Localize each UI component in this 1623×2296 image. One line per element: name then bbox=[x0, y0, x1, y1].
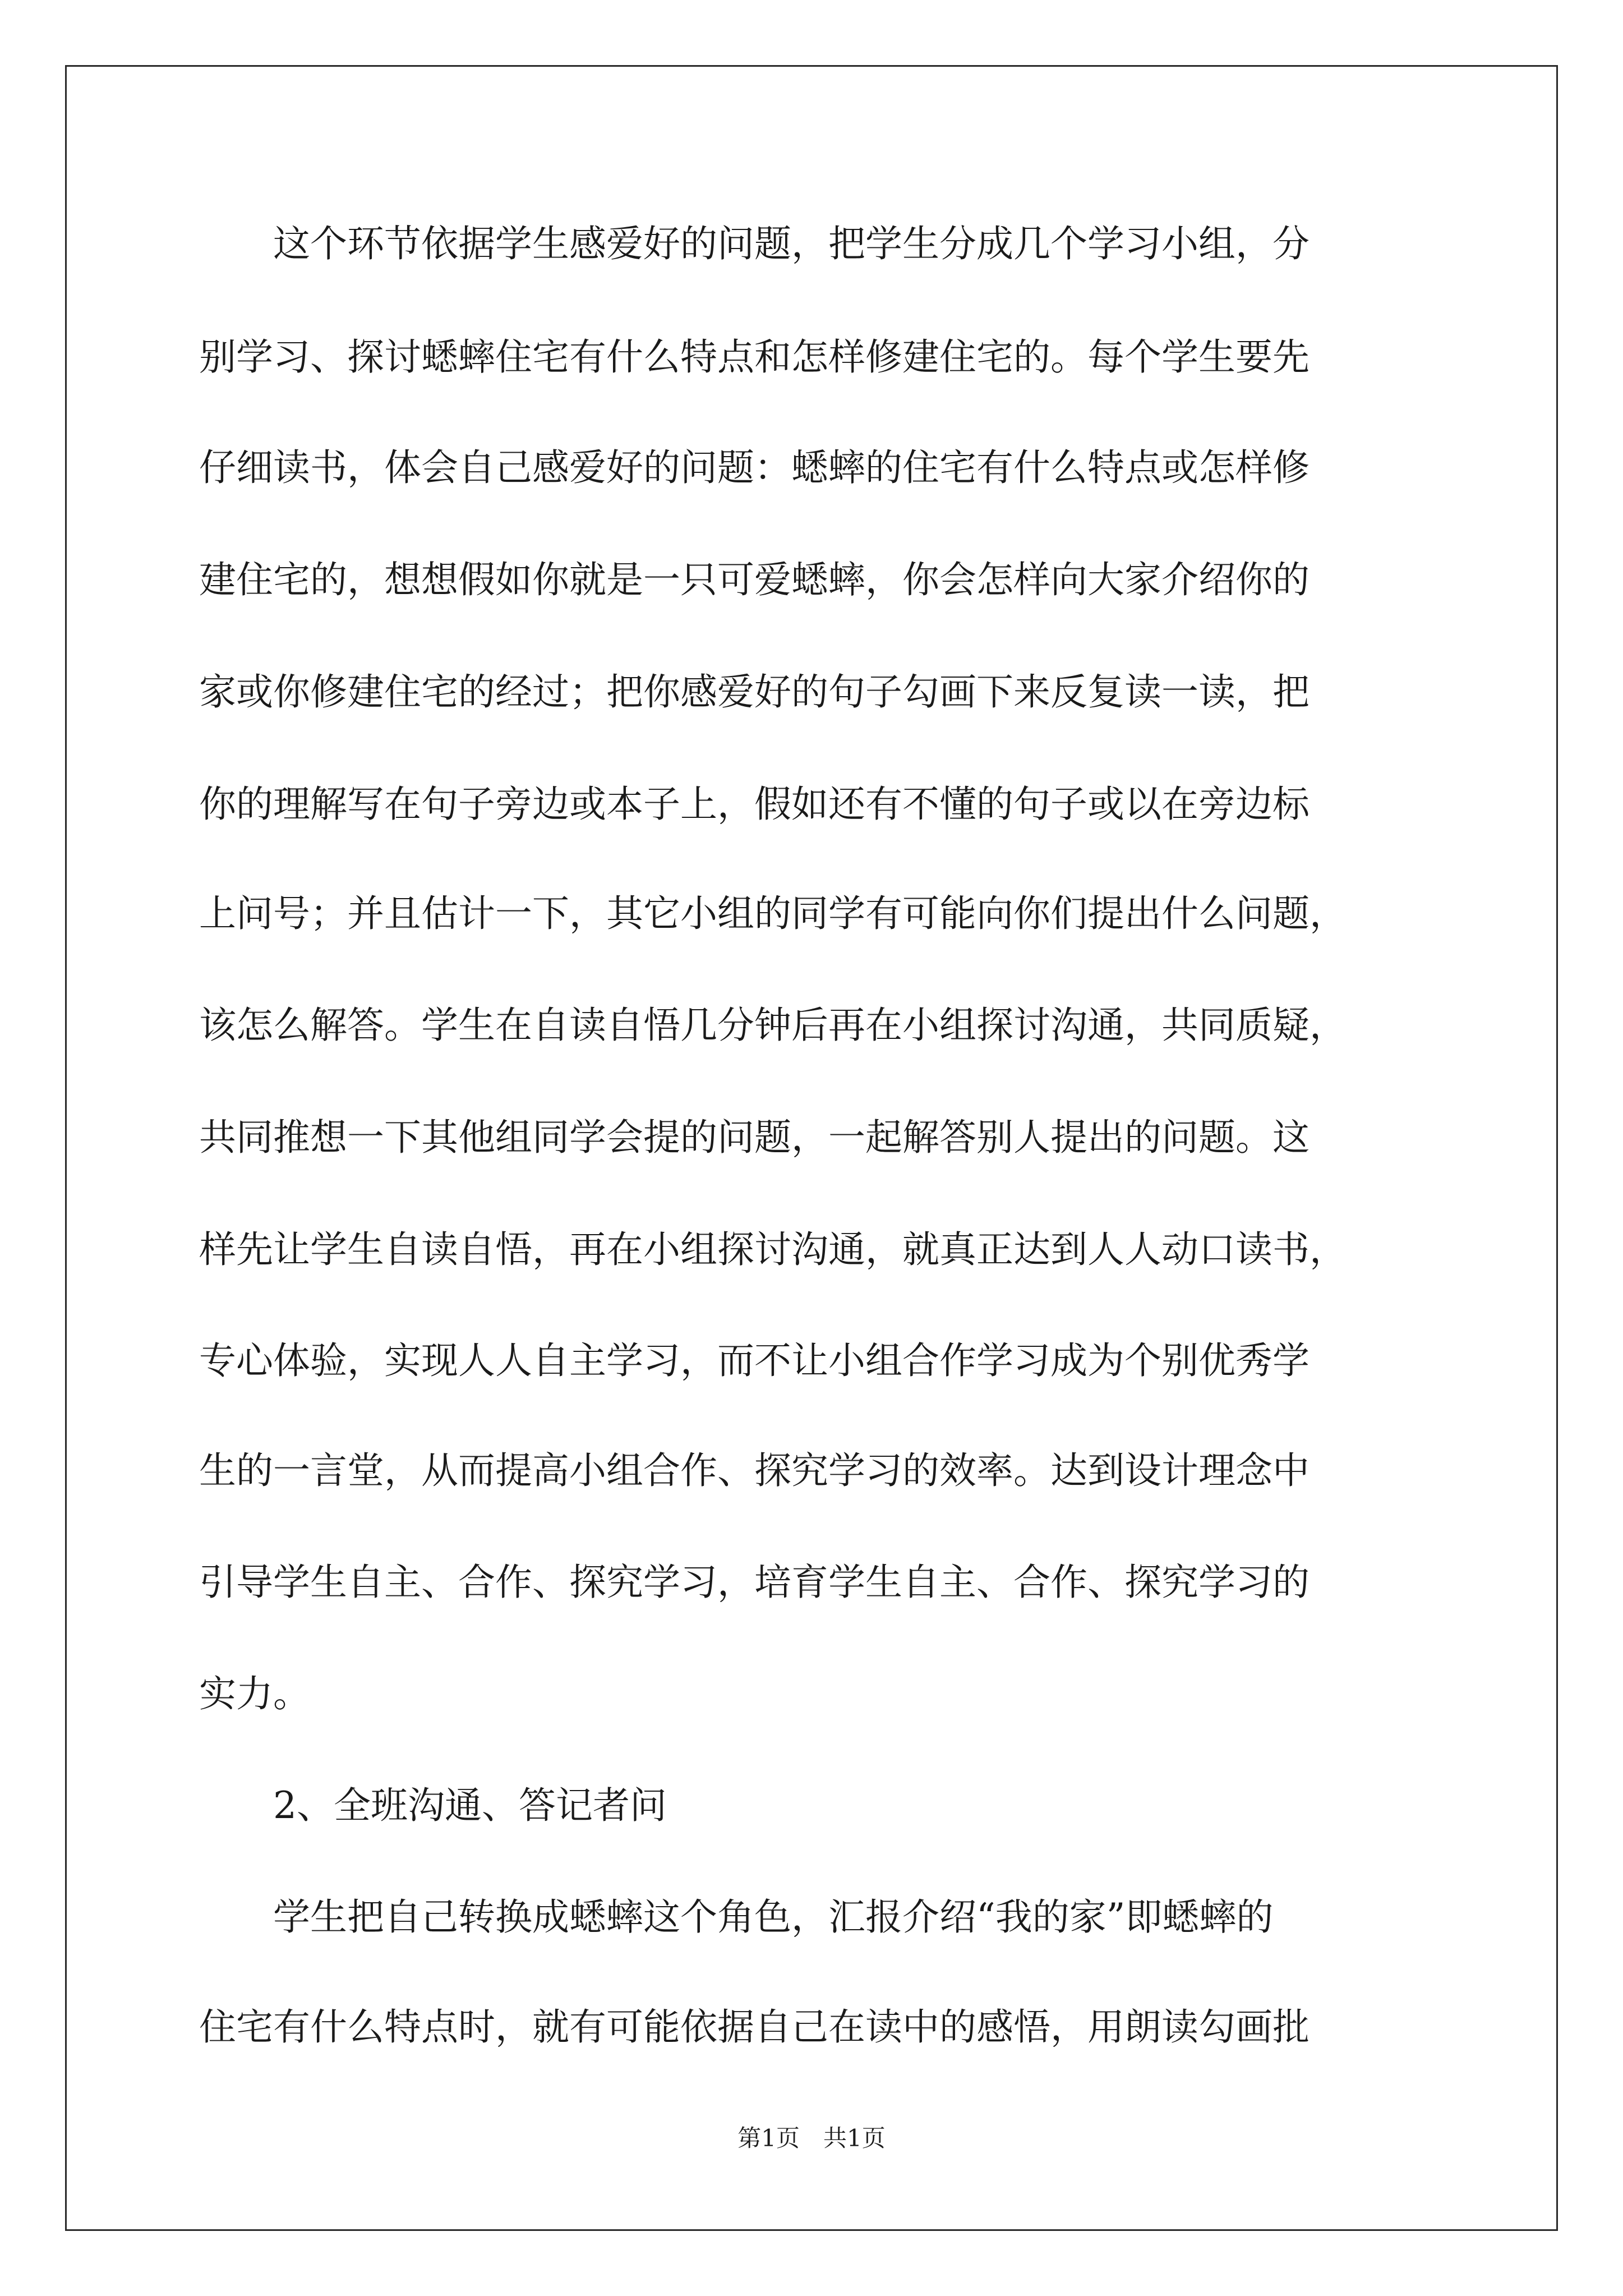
text-line: 样先让学生自读自悟，再在小组探讨沟通，就真正达到人人动口读书， bbox=[199, 1228, 1347, 1271]
text-line: 该怎么解答。学生在自读自悟几分钟后再在小组探讨沟通，共同质疑， bbox=[199, 1004, 1347, 1047]
text-line: 你的理解写在句子旁边或本子上，假如还有不懂的句子或以在旁边标 bbox=[199, 783, 1310, 826]
text-line: 家或你修建住宅的经过；把你感爱好的句子勾画下来反复读一读，把 bbox=[199, 670, 1310, 714]
text-line: 引导学生自主、合作、探究学习，培育学生自主、合作、探究学习的 bbox=[199, 1561, 1310, 1604]
text-line: 仔细读书，体会自己感爱好的问题：蟋蟀的住宅有什么特点或怎样修 bbox=[199, 446, 1310, 489]
text-line: 别学习、探讨蟋蟀住宅有什么特点和怎样修建住宅的。每个学生要先 bbox=[199, 335, 1310, 379]
text-line: 实力。 bbox=[199, 1672, 310, 1715]
page-footer: 第1页 共1页 bbox=[737, 2124, 886, 2152]
section-heading: 2、全班沟通、答记者问 bbox=[199, 1784, 667, 1827]
text-line: 这个环节依据学生感爱好的问题，把学生分成几个学习小组，分 bbox=[199, 222, 1310, 265]
text-line: 学生把自己转换成蟋蟀这个角色，汇报介绍“我的家”即蟋蟀的 bbox=[199, 1895, 1274, 1939]
text-line: 建住宅的，想想假如你就是一只可爱蟋蟀，你会怎样向大家介绍你的 bbox=[199, 558, 1310, 601]
text-line: 共同推想一下其他组同学会提的问题，一起解答别人提出的问题。这 bbox=[199, 1116, 1310, 1159]
text-line: 专心体验，实现人人自主学习，而不让小组合作学习成为个别优秀学 bbox=[199, 1339, 1310, 1382]
text-line: 生的一言堂，从而提高小组合作、探究学习的效率。达到设计理念中 bbox=[199, 1449, 1310, 1492]
text-line: 上问号；并且估计一下，其它小组的同学有可能向你们提出什么问题， bbox=[199, 892, 1347, 935]
text-line: 住宅有什么特点时，就有可能依据自己在读中的感悟，用朗读勾画批 bbox=[199, 2005, 1310, 2049]
